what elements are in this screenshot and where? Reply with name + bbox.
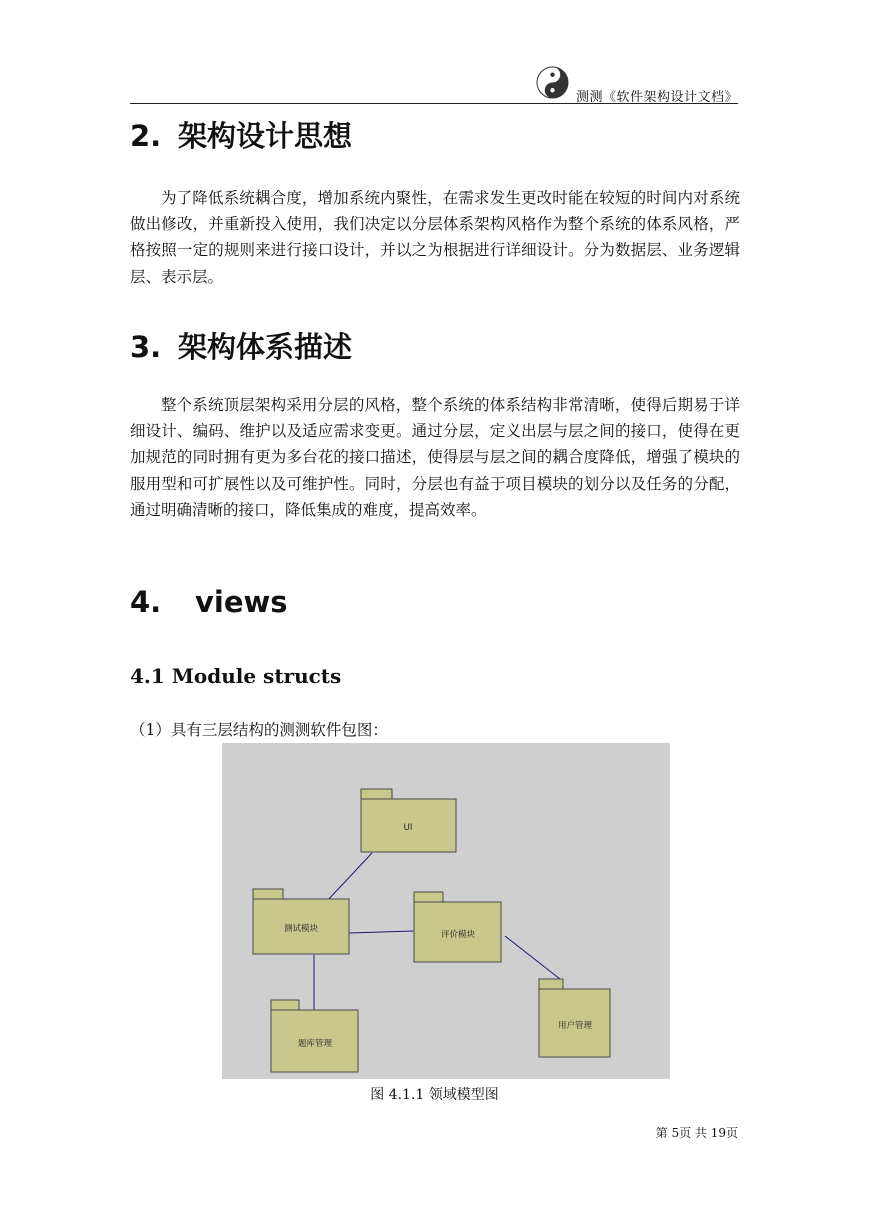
package-eval-module xyxy=(414,892,501,962)
figure-caption: 图 4.1.1 领域模型图 xyxy=(370,1087,499,1103)
page-footer: 第 5页 共 19页 xyxy=(655,1126,738,1140)
section-3-paragraph: 整个系统顶层架构采用分层的风格，整个系统的体系结构非常清晰，使得后期易于详细设计、编码、维护以及适应需求变更。通过分层，定义出层与层之间的接口，使得在更加规范的同时拥有更为多台花的接口描述，使得层与层之间的耦合度降低，增强了模块的服用型和可扩展性以及可维护性。同时，分层也有益于项目模块的划分以及任务的分配，通过明确清晰的接口，降低集成的难度，提高效率。 xyxy=(130,396,740,519)
connector-eval-user xyxy=(505,936,560,979)
package-test-module xyxy=(253,889,349,954)
package-label-eval-module: 评价模块 xyxy=(440,930,476,940)
package-label-ui: UI xyxy=(403,823,413,833)
package-label-test-module: 测试模块 xyxy=(283,924,319,934)
section-number: 3. xyxy=(130,330,162,364)
page-header xyxy=(130,66,738,104)
section-heading-3 xyxy=(130,325,352,366)
figure-lead-text: （1）具有三层结构的测测软件包图： xyxy=(130,721,388,739)
subsection-heading-4-1 xyxy=(130,664,341,688)
section-heading-4 xyxy=(130,585,288,619)
section-title: 架构设计思想 xyxy=(178,119,353,153)
yin-yang-logo-icon xyxy=(536,66,569,99)
running-title: 测测《软件架构设计文档》 xyxy=(575,90,738,105)
connector-ui-test xyxy=(327,853,372,901)
section-title: 架构体系描述 xyxy=(178,330,353,364)
connector-test-eval xyxy=(349,931,413,933)
section-number: 2. xyxy=(130,119,162,153)
package-question-bank xyxy=(271,1000,358,1072)
package-diagram xyxy=(222,743,670,1079)
subsection-title: Module structs xyxy=(171,664,342,688)
package-diagram-canvas xyxy=(222,743,670,1079)
section-heading-2 xyxy=(130,114,352,155)
section-number: 4. xyxy=(130,585,162,619)
section-title: views xyxy=(195,585,288,619)
package-ui xyxy=(361,789,456,852)
package-user-management xyxy=(539,979,610,1057)
package-label-question-bank: 题库管理 xyxy=(297,1039,333,1049)
subsection-number: 4.1 xyxy=(130,664,165,688)
package-label-user-management: 用户管理 xyxy=(557,1021,593,1031)
section-2-paragraph: 为了降低系统耦合度，增加系统内聚性，在需求发生更改时能在较短的时间内对系统做出修改，并重新投入使用，我们决定以分层体系架构风格作为整个系统的体系风格，严格按照一定的规则来进行接口设计，并以之为根据进行详细设计。分为数据层、业务逻辑层、表示层。 xyxy=(130,189,740,286)
